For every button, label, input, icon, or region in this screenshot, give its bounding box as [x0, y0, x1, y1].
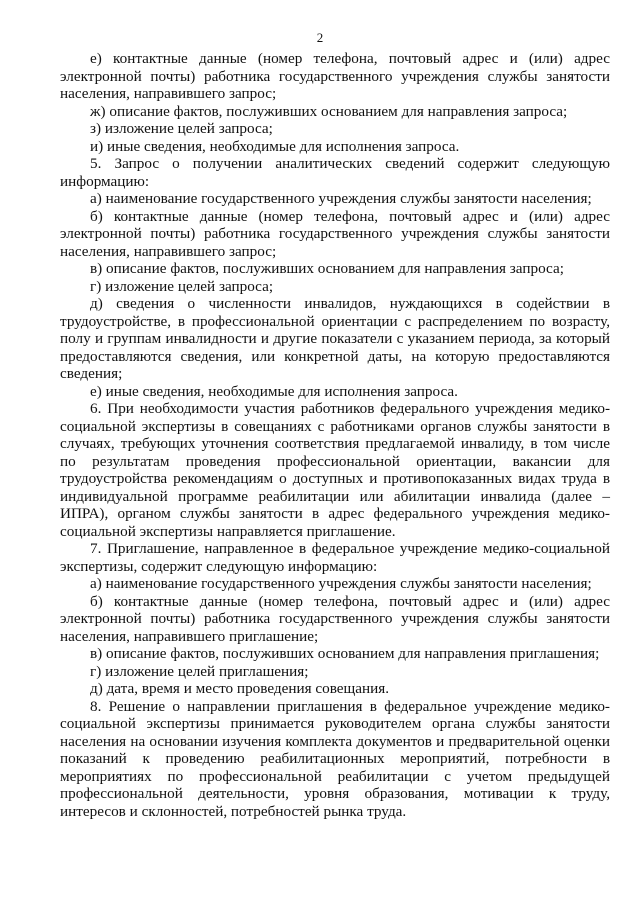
paragraph-5zh-facts-description: ж) описание фактов, послуживших основанием для направления запроса;	[90, 102, 568, 120]
paragraph-item-8: 8. Решение о направлении приглашения в федеральное учреждение медико-социальной экспертизы принимается руководителем органа службы занятости населения на основании изучения комплекта документов и предварительной оценки показаний к проведению реабилитационных мероприятий, потребности в мероприятиях по профессиональной реабилитации с учетом предыдущей профессиональной деятельности, уровня образования, мотивации к труду, интересов и склонностей, потребностей рынка труда.	[60, 697, 610, 820]
paragraph-item-5-a: а) наименование государственного учреждения службы занятости населения;	[90, 190, 592, 207]
paragraph-item-5-b: б) контактные данные (номер телефона, почтовый адрес и (или) адрес электронной почты) работника государственного учреждения службы занятости населения, направившего запрос;	[60, 207, 610, 260]
page-number: 2	[316, 30, 324, 45]
paragraph-item-5-e: е) иные сведения, необходимые для исполнения запроса.	[90, 382, 458, 400]
document-body	[60, 50, 610, 820]
paragraph-item-7-a: а) наименование государственного учреждения службы занятости населения;	[90, 575, 592, 592]
paragraph-item-5-intro: 5. Запрос о получении аналитических сведений содержит следующую информацию:	[60, 155, 610, 190]
paragraph-item-7-b: б) контактные данные (номер телефона, почтовый адрес и (или) адрес электронной почты) работника государственного учреждения службы занятости населения, направившего приглашение;	[60, 592, 610, 645]
paragraph-item-7-g: г) изложение целей приглашения;	[90, 662, 309, 680]
paragraph-5e-contact-data: е) контактные данные (номер телефона, почтовый адрес и (или) адрес электронной почты) работника государственного учреждения службы занятости населения, направившего запрос;	[60, 50, 610, 102]
paragraph-item-5-d: д) сведения о численности инвалидов, нуждающихся в содействии в трудоустройстве, в профессиональной ориентации с распределением по возрасту, полу и группам инвалидности и другие показатели с указанием периода, за который предоставляются сведения, или конкретной даты, на которую предоставляются сведения;	[60, 295, 610, 382]
paragraph-item-5-v: в) описание фактов, послуживших основанием для направления запроса;	[90, 260, 564, 277]
paragraph-5i-other-info: и) иные сведения, необходимые для исполнения запроса.	[90, 137, 460, 155]
paragraph-item-5-g: г) изложение целей запроса;	[90, 277, 274, 295]
paragraph-item-6: 6. При необходимости участия работников федерального учреждения медико-социальной экспертизы в совещаниях с работниками органов службы занятости в случаях, требующих уточнения соответствия предлагаемой инвалиду, в том числе по результатам проведения профессиональной ориентации, вакансии для трудоустройства рекомендациям о доступных и противопоказанных видах труда в индивидуальной программе реабилитации или абилитации инвалида (далее – ИПРА), органом службы занятости в адрес федерального учреждения медико-социальной экспертизы направляется приглашение.	[60, 400, 610, 540]
paragraph-item-7-intro: 7. Приглашение, направленное в федеральное учреждение медико-социальной экспертизы, содержит следующую информацию:	[60, 540, 610, 575]
paragraph-item-7-v: в) описание фактов, послуживших основанием для направления приглашения;	[90, 645, 600, 662]
paragraph-item-7-d: д) дата, время и место проведения совещания.	[90, 680, 390, 697]
paragraph-5z-request-goals: з) изложение целей запроса;	[90, 120, 273, 137]
